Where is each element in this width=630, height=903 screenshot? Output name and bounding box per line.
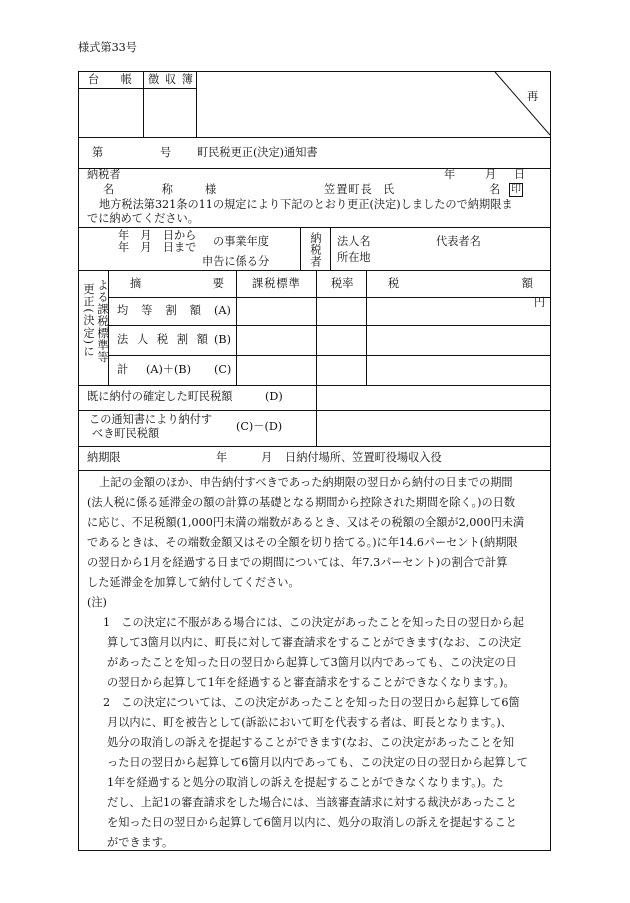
address-label: 所在地 [337, 251, 371, 264]
date-day-label: 日 [514, 168, 526, 181]
notice-title: 町民税更正(決定)通知書 [197, 146, 318, 159]
note-2-line: 2 この決定については、この決定があったことを知った日の翌日から起算して6箇 [103, 696, 520, 709]
deadline-month-label: 月 [261, 451, 273, 464]
note-1-line: 算して3箇月以内に、町長に対して審査請求をすることができます(なお、この決定 [107, 636, 522, 649]
filing-label: 申告に係る分 [202, 255, 270, 268]
notes-paragraph-line: 上記の金額のほか、申告納付すべきであった納期限の翌日から納付の日までの期間 [99, 476, 513, 489]
representative-label: 代表者名 [436, 235, 481, 248]
note-2-line: 月以内に、町を被告として(訴訟において町を代表する者は、町長となります。)、 [107, 716, 512, 729]
statement-line: でに納めてください。 [87, 212, 199, 225]
notes-paragraph-line: (法人税に係る延滞金の額の計算の基礎となる期間から控除された期間を除く。)の日数 [87, 496, 516, 509]
note-1-line: があったことを知った日の翌日から起算して3箇月以内であっても、この決定の日 [107, 656, 517, 669]
note-2-line: ができます。 [107, 836, 174, 849]
header-rate: 税率 [331, 277, 354, 290]
notice-number-prefix: 第 [92, 146, 104, 159]
payable-label: べき町民税額 [92, 427, 160, 440]
issuer-name-label-2: 名 [489, 183, 501, 196]
header-item: 摘要 [130, 277, 224, 290]
issuer-title: 笠置町長 [324, 183, 373, 196]
period-taxpayer-label: 納税者 [309, 232, 322, 268]
row-label-total: 計 [117, 363, 129, 376]
row-label-per-capita: 均等割額 [117, 304, 201, 317]
note-2-line: だし、上記1の審査請求をした場合には、当該審査請求に対する裁決があったこと [107, 796, 517, 809]
payable-code: (C)－(D) [236, 420, 283, 433]
period-from: 年 月 日から [118, 229, 197, 242]
currency-unit: 円 [534, 296, 546, 309]
diagonal-strike [495, 72, 550, 135]
paid-code: (D) [265, 390, 283, 403]
date-year-label: 年 [444, 168, 456, 181]
row-label-corporate-tax: 法人税割額 [117, 333, 208, 346]
deadline-year-label: 年 [216, 451, 228, 464]
header-tax-base: 課税標準 [252, 277, 301, 290]
notes-paragraph-line: に応じ、不足税額(1,000円未満の端数があるとき、又はその税額の全額が2,000円未満 [87, 516, 525, 529]
statement-line: 地方税法第321条の11の規定により下記のとおり更正(決定)しましたので納期限ま [99, 198, 513, 211]
notes-heading: (注) [87, 596, 107, 609]
note-2-line: 処分の取消しの訴えを提起することができます(なお、この決定があったことを知 [107, 736, 515, 749]
notes-paragraph-line: した延滞金を加算して納付してください。 [87, 576, 300, 589]
header-amount: 税額 [388, 277, 533, 290]
notice-number-suffix: 号 [160, 146, 172, 159]
period-to: 年 月 日まで [118, 241, 197, 254]
collection-book-label: 徴収簿 [148, 73, 193, 86]
issuer-name-label-1: 氏 [383, 183, 395, 196]
payable-label: この通知書により納付す [89, 413, 213, 426]
note-2-line: を知った日の翌日から起算して6箇月以内に、処分の取消しの訴えを提起すること [107, 816, 517, 829]
row-code: (B) [214, 333, 231, 346]
honorific: 様 [205, 183, 217, 196]
note-1-line: の翌日から起算して1年を経過すると審査請求をすることができなくなります。)。 [107, 676, 515, 689]
section-label-col1: 更正(決定)に [82, 283, 95, 359]
form-number: 様式第33号 [78, 41, 137, 54]
ledger-label: 台帳 [88, 73, 132, 86]
deadline-payment-place: 日納付場所、笠置町役場収入役 [285, 451, 442, 464]
date-month-label: 月 [485, 168, 497, 181]
note-2-line: 1年を経過すると処分の取消しの訴えを提起することができなくなります。)。た [107, 776, 504, 789]
reissue-mark: 再 [527, 90, 539, 103]
corp-name-label: 法人名 [337, 235, 371, 248]
seal-mark: 印 [511, 184, 521, 195]
note-1-line: 1 この決定に不服がある場合には、この決定があったことを知った日の翌日から起 [103, 616, 524, 629]
paid-label: 既に納付の確定した町民税額 [87, 390, 233, 403]
row-expression: (A)＋(B) [146, 363, 191, 376]
fiscal-year-suffix: の事業年度 [213, 235, 269, 248]
deadline-label: 納期限 [87, 451, 121, 464]
note-2-line: った日の翌日から起算して6箇月以内であっても、この決定の日の翌日から起算して [107, 756, 528, 769]
notes-paragraph-line: であるときは、その端数金額又はその全額を切り捨てる。)に年14.6パーセント(納期限 [87, 536, 518, 549]
name-label: 名称 [103, 183, 173, 196]
taxpayer-label: 納税者 [87, 168, 121, 181]
section-label-col2: よる課税標準等 [96, 279, 109, 363]
notes-paragraph-line: の翌日から1月を経過する日までの期間については、年7.3パーセント)の割合で計算 [87, 556, 508, 569]
row-code: (A) [214, 304, 231, 317]
row-code: (C) [214, 363, 232, 376]
